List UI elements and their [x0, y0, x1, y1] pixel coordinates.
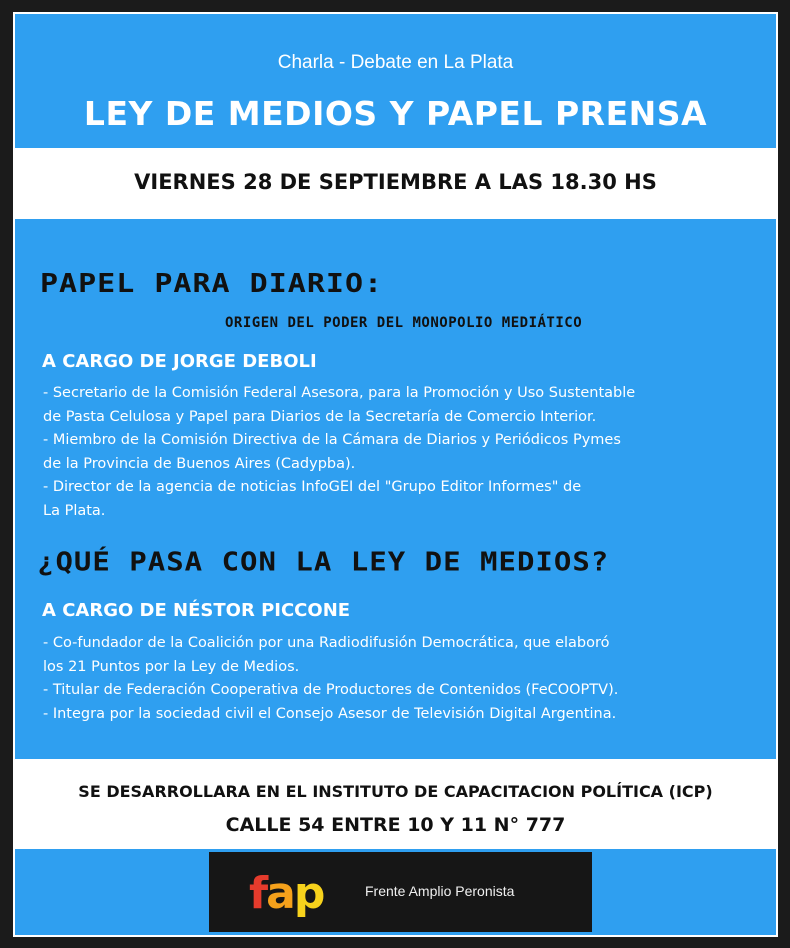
bio-line: - Secretario de la Comisión Federal Asesora, para la Promoción y Uso Sustentable — [43, 385, 636, 401]
bio-line: de la Provincia de Buenos Aires (Cadypba). — [43, 455, 356, 472]
event-title: LEY DE MEDIOS Y PAPEL PRENSA — [83, 94, 708, 133]
bio-line: - Director de la agencia de noticias InfoGEI del "Grupo Editor Informes" de — [43, 479, 582, 495]
svg-text:fap: fap — [249, 868, 324, 919]
bio-line: - Titular de Federación Cooperativa de Productores de Contenidos (FeCOOPTV). — [43, 682, 619, 698]
bio-line: - Integra por la sociedad civil el Consejo Asesor de Televisión Digital Argentina. — [43, 705, 617, 722]
bio-line: de Pasta Celulosa y Papel para Diarios de la Secretaría de Comercio Interior. — [43, 408, 597, 425]
talk1-subheadline: ORIGEN DEL PODER DEL MONOPOLIO MEDIÁTICO — [225, 315, 583, 331]
bio-line: los 21 Puntos por la Ley de Medios. — [43, 658, 300, 675]
event-subtitle: Charla - Debate en La Plata — [277, 52, 514, 73]
bio-line: La Plata. — [43, 502, 106, 519]
bio-line: - Miembro de la Comisión Directiva de la Cámara de Diarios y Periódicos Pymes — [43, 432, 621, 448]
venue-address: CALLE 54 ENTRE 10 Y 11 N° 777 — [225, 814, 566, 836]
talk2-speaker: A CARGO DE NÉSTOR PICCONE — [42, 600, 351, 621]
talk2-headline: ¿QUÉ PASA CON LA LEY DE MEDIOS? — [37, 546, 610, 577]
talk1-speaker: A CARGO DE JORGE DEBOLI — [42, 351, 317, 372]
talk2-bio — [43, 632, 618, 726]
talk1-bio — [43, 382, 635, 523]
event-date: VIERNES 28 DE SEPTIEMBRE A LAS 18.30 HS — [134, 170, 657, 194]
fap-logo-mark — [247, 864, 357, 920]
venue-text: SE DESARROLLARA EN EL INSTITUTO DE CAPACITACION POLÍTICA (ICP) — [78, 782, 713, 801]
poster — [13, 12, 778, 937]
fap-logo — [209, 852, 592, 932]
bio-line: - Co-fundador de la Coalición por una Radiodifusión Democrática, que elaboró — [43, 635, 610, 651]
talk1-headline: PAPEL PARA DIARIO: — [40, 269, 384, 299]
logo-text: Frente Amplio Peronista — [365, 883, 515, 899]
